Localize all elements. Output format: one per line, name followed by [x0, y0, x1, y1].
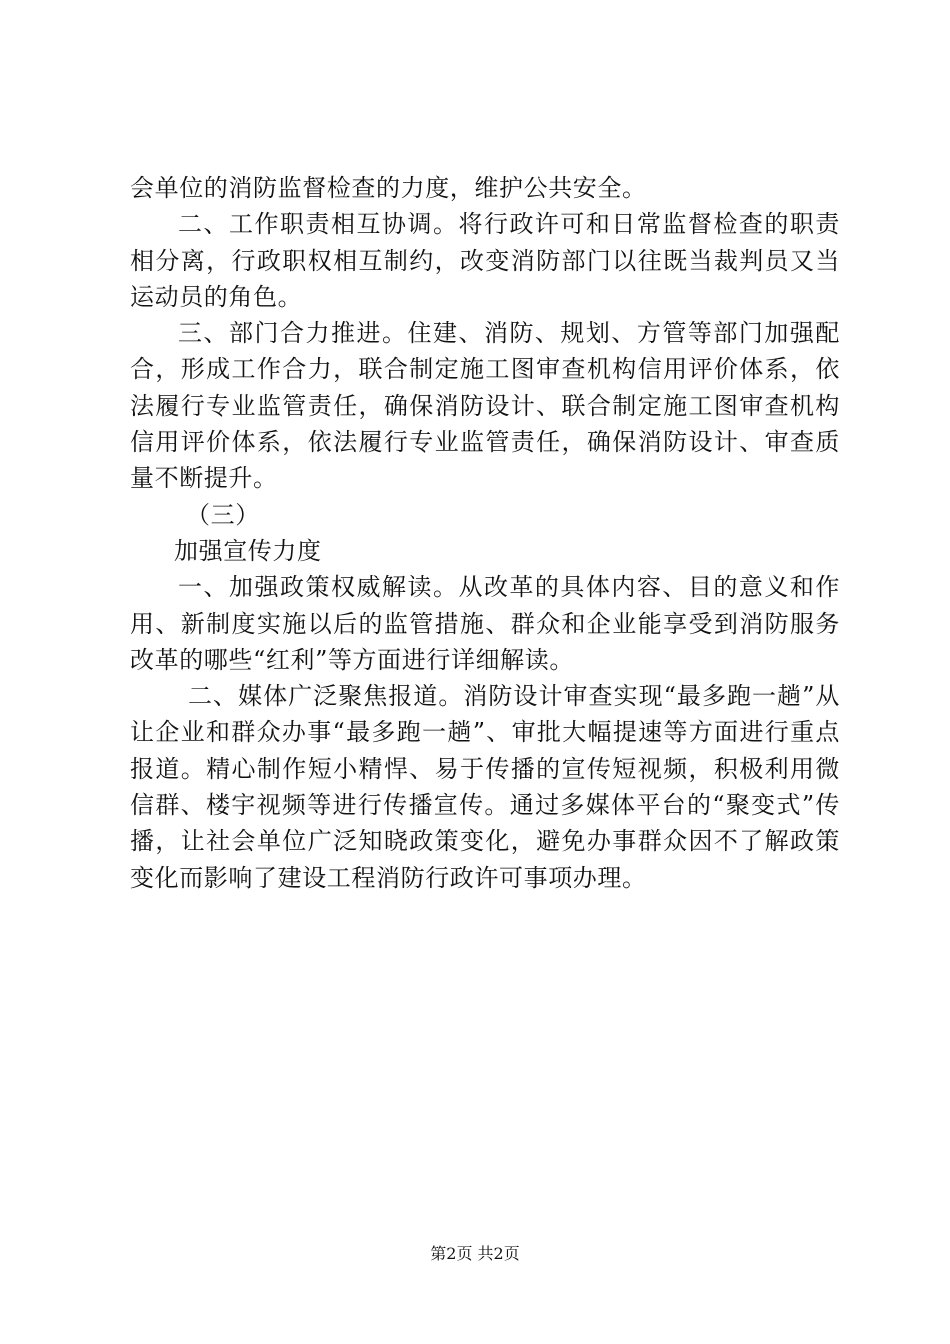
paragraph-duty-coordination: 二、工作职责相互协调。将行政许可和日常监督检查的职责相分离，行政职权相互制约，改变消防部门以往既当裁判员又当运动员的角色。: [130, 210, 840, 311]
paragraph-media-coverage: 二、媒体广泛聚焦报道。消防设计审查实现“最多跑一趟”从让企业和群众办事“最多跑一趟”、审批大幅提速等方面进行重点报道。精心制作短小精悍、易于传播的宣传短视频，积极利用微信群、楼宇视频等进行传播宣传。通过多媒体平台的“聚变式”传播，让社会单位广泛知晓政策变化，避免办事群众因不了解政策变化而影响了建设工程消防行政许可事项办理。: [130, 682, 840, 892]
paragraph-department-cooperation: 三、部门合力推进。住建、消防、规划、方管等部门加强配合，形成工作合力，联合制定施工图审查机构信用评价体系，依法履行专业监管责任，确保消防设计、联合制定施工图审查机构信用评价体系，依法履行专业监管责任，确保消防设计、审查质量不断提升。: [130, 319, 840, 493]
page-number-label: 第2页 共2页: [430, 1244, 520, 1263]
paragraph-continuation: 会单位的消防监督检查的力度，维护公共安全。: [130, 174, 647, 202]
document-body: [130, 170, 840, 896]
section-number-heading: （三）: [186, 500, 260, 529]
page-footer: [0, 1244, 950, 1264]
paragraph-policy-interpretation: 一、加强政策权威解读。从改革的具体内容、目的意义和作用、新制度实施以后的监管措施、群众和企业能享受到消防服务改革的哪些“红利”等方面进行详细解读。: [130, 573, 840, 674]
section-title-heading: 加强宣传力度: [174, 536, 322, 565]
